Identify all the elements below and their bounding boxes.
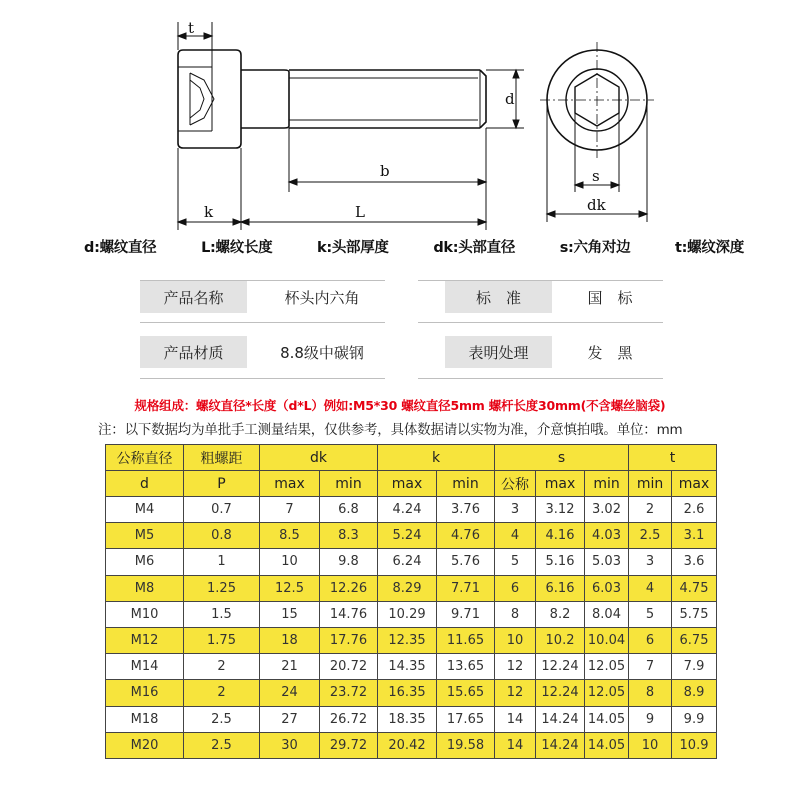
table-cell: 6.03 <box>585 575 629 601</box>
row-label-cell: M8 <box>106 575 184 601</box>
table-cell: 6.75 <box>672 627 717 653</box>
divider <box>418 322 663 323</box>
header-cell: 公称直径 <box>106 445 184 471</box>
table-cell: 3.02 <box>585 497 629 523</box>
row-label-cell: M4 <box>106 497 184 523</box>
header-cell: t <box>629 445 717 471</box>
table-cell: 11.65 <box>437 627 495 653</box>
table-cell: 18.35 <box>378 706 437 732</box>
table-cell: 0.7 <box>184 497 260 523</box>
table-cell: 4.76 <box>437 523 495 549</box>
table-cell: 4.24 <box>378 497 437 523</box>
table-cell: 14.24 <box>536 732 585 758</box>
table-body <box>106 497 717 759</box>
table-row <box>106 654 717 680</box>
dim-label-t: t <box>188 19 195 37</box>
table-cell: 4.03 <box>585 523 629 549</box>
table-cell: 1 <box>184 549 260 575</box>
standard-value: 国 标 <box>587 288 633 307</box>
table-cell: 30 <box>260 732 320 758</box>
table-cell: 10.29 <box>378 601 437 627</box>
table-cell: 14.05 <box>585 706 629 732</box>
table-cell: 9.71 <box>437 601 495 627</box>
table-cell: 1.75 <box>184 627 260 653</box>
table-cell: 6.24 <box>378 549 437 575</box>
table-cell: 5 <box>495 549 536 575</box>
table-cell: 10.2 <box>536 627 585 653</box>
table-cell: 6.8 <box>320 497 378 523</box>
table-cell: 8.29 <box>378 575 437 601</box>
legend-item: dk:头部直径 <box>433 239 516 256</box>
table-cell: 8.2 <box>536 601 585 627</box>
table-cell: 5 <box>629 601 672 627</box>
table-row <box>106 601 717 627</box>
table-cell: 27 <box>260 706 320 732</box>
table-cell: 24 <box>260 680 320 706</box>
table-row <box>106 732 717 758</box>
header-cell: dk <box>260 445 378 471</box>
table-cell: 10 <box>629 732 672 758</box>
standard-label: 标 准 <box>445 281 552 313</box>
divider <box>140 378 385 379</box>
table-cell: 3 <box>495 497 536 523</box>
table-cell: 8 <box>629 680 672 706</box>
dimension-lines <box>178 22 524 230</box>
legend-item: t:螺纹深度 <box>675 239 744 256</box>
table-cell: 20.72 <box>320 654 378 680</box>
table-row <box>106 575 717 601</box>
table-cell: 13.65 <box>437 654 495 680</box>
material-label: 产品材质 <box>140 336 247 368</box>
subheader-cell: min <box>585 471 629 497</box>
table-header-row <box>106 445 717 471</box>
table-row <box>106 523 717 549</box>
dim-label-dk: dk <box>587 196 606 214</box>
divider <box>140 322 385 323</box>
table-cell: 10.9 <box>672 732 717 758</box>
row-label-cell: M5 <box>106 523 184 549</box>
dimension-legend <box>84 234 744 258</box>
table-cell: 6.16 <box>536 575 585 601</box>
table-cell: 14.24 <box>536 706 585 732</box>
table-cell: 0.8 <box>184 523 260 549</box>
divider <box>418 378 663 379</box>
table-cell: 7.9 <box>672 654 717 680</box>
table-cell: 15 <box>260 601 320 627</box>
legend-item: d:螺纹直径 <box>84 239 157 256</box>
table-cell: 10 <box>260 549 320 575</box>
table-row <box>106 549 717 575</box>
table-cell: 5.24 <box>378 523 437 549</box>
table-cell: 4 <box>495 523 536 549</box>
table-cell: 3.76 <box>437 497 495 523</box>
surface-treatment-value: 发 黑 <box>587 343 633 362</box>
row-label-cell: M12 <box>106 627 184 653</box>
subheader-cell: max <box>672 471 717 497</box>
table-cell: 5.03 <box>585 549 629 575</box>
row-label-cell: M14 <box>106 654 184 680</box>
table-cell: 2.5 <box>629 523 672 549</box>
table-cell: 2.6 <box>672 497 717 523</box>
table-cell: 8.3 <box>320 523 378 549</box>
header-cell: 粗螺距 <box>184 445 260 471</box>
bolt-technical-drawing <box>0 0 800 232</box>
table-cell: 4.16 <box>536 523 585 549</box>
table-cell: 14.35 <box>378 654 437 680</box>
table-cell: 17.76 <box>320 627 378 653</box>
subheader-cell: max <box>378 471 437 497</box>
bolt-end-view <box>540 42 654 158</box>
dimension-table <box>105 444 717 759</box>
table-cell: 9.8 <box>320 549 378 575</box>
table-cell: 12.26 <box>320 575 378 601</box>
row-label-cell: M20 <box>106 732 184 758</box>
dim-label-d: d <box>505 90 515 108</box>
table-cell: 7 <box>629 654 672 680</box>
product-name-value: 杯头内六角 <box>284 288 360 307</box>
surface-treatment-label: 表明处理 <box>445 336 552 368</box>
table-cell: 9 <box>629 706 672 732</box>
subheader-cell: max <box>260 471 320 497</box>
table-cell: 17.65 <box>437 706 495 732</box>
table-cell: 12.05 <box>585 680 629 706</box>
table-row <box>106 497 717 523</box>
row-label-cell: M6 <box>106 549 184 575</box>
dim-label-s: s <box>592 167 600 185</box>
table-cell: 5.16 <box>536 549 585 575</box>
table-cell: 7 <box>260 497 320 523</box>
table-cell: 16.35 <box>378 680 437 706</box>
table-cell: 12.35 <box>378 627 437 653</box>
table-cell: 3 <box>629 549 672 575</box>
table-cell: 7.71 <box>437 575 495 601</box>
row-label-cell: M10 <box>106 601 184 627</box>
table-cell: 6 <box>495 575 536 601</box>
table-cell: 8.04 <box>585 601 629 627</box>
table-cell: 15.65 <box>437 680 495 706</box>
table-cell: 5.75 <box>672 601 717 627</box>
table-cell: 3.12 <box>536 497 585 523</box>
table-cell: 3.6 <box>672 549 717 575</box>
table-cell: 8.5 <box>260 523 320 549</box>
subheader-cell: min <box>437 471 495 497</box>
table-cell: 6 <box>629 627 672 653</box>
table-cell: 18 <box>260 627 320 653</box>
table-cell: 1.25 <box>184 575 260 601</box>
table-cell: 14.05 <box>585 732 629 758</box>
table-cell: 14 <box>495 732 536 758</box>
table-cell: 12.24 <box>536 654 585 680</box>
table-cell: 12.24 <box>536 680 585 706</box>
table-cell: 2 <box>629 497 672 523</box>
table-cell: 2 <box>184 680 260 706</box>
header-cell: k <box>378 445 495 471</box>
subheader-cell: P <box>184 471 260 497</box>
table-cell: 8 <box>495 601 536 627</box>
header-cell: s <box>495 445 629 471</box>
table-cell: 3.1 <box>672 523 717 549</box>
table-cell: 26.72 <box>320 706 378 732</box>
table-cell: 12.5 <box>260 575 320 601</box>
spec-format-note: 规格组成：螺纹直径*长度（d*L）例如:M5*30 螺纹直径5mm 螺杆长度30mm(不含螺丝脑袋) <box>134 398 666 413</box>
table-cell: 9.9 <box>672 706 717 732</box>
table-cell: 29.72 <box>320 732 378 758</box>
table-cell: 12.05 <box>585 654 629 680</box>
table-cell: 14 <box>495 706 536 732</box>
dim-label-b: b <box>380 162 390 180</box>
table-cell: 8.9 <box>672 680 717 706</box>
table-cell: 12 <box>495 680 536 706</box>
table-cell: 2.5 <box>184 732 260 758</box>
row-label-cell: M18 <box>106 706 184 732</box>
material-value: 8.8级中碳钢 <box>280 343 364 362</box>
table-cell: 2.5 <box>184 706 260 732</box>
table-row <box>106 680 717 706</box>
row-label-cell: M16 <box>106 680 184 706</box>
subheader-cell: d <box>106 471 184 497</box>
subheader-cell: min <box>320 471 378 497</box>
table-row <box>106 627 717 653</box>
disclaimer-note: 注：以下数据均为单批手工测量结果，仅供参考，具体数据请以实物为准，介意慎拍哦。单位：mm <box>98 422 683 438</box>
table-cell: 10 <box>495 627 536 653</box>
legend-item: s:六角对边 <box>559 239 631 256</box>
table-row <box>106 706 717 732</box>
legend-item: L:螺纹长度 <box>201 239 273 256</box>
product-name-label: 产品名称 <box>140 281 247 313</box>
table-cell: 1.5 <box>184 601 260 627</box>
table-cell: 23.72 <box>320 680 378 706</box>
legend-item: k:头部厚度 <box>316 239 389 256</box>
dim-label-L: L <box>355 203 365 221</box>
subheader-cell: min <box>629 471 672 497</box>
table-cell: 21 <box>260 654 320 680</box>
table-cell: 4.75 <box>672 575 717 601</box>
table-cell: 5.76 <box>437 549 495 575</box>
subheader-cell: 公称 <box>495 471 536 497</box>
dim-label-k: k <box>204 203 214 221</box>
table-cell: 12 <box>495 654 536 680</box>
table-cell: 14.76 <box>320 601 378 627</box>
bolt-side-view <box>178 50 486 148</box>
table-cell: 4 <box>629 575 672 601</box>
table-cell: 19.58 <box>437 732 495 758</box>
subheader-cell: max <box>536 471 585 497</box>
table-cell: 2 <box>184 654 260 680</box>
table-cell: 10.04 <box>585 627 629 653</box>
table-subheader-row <box>106 471 717 497</box>
table-cell: 20.42 <box>378 732 437 758</box>
